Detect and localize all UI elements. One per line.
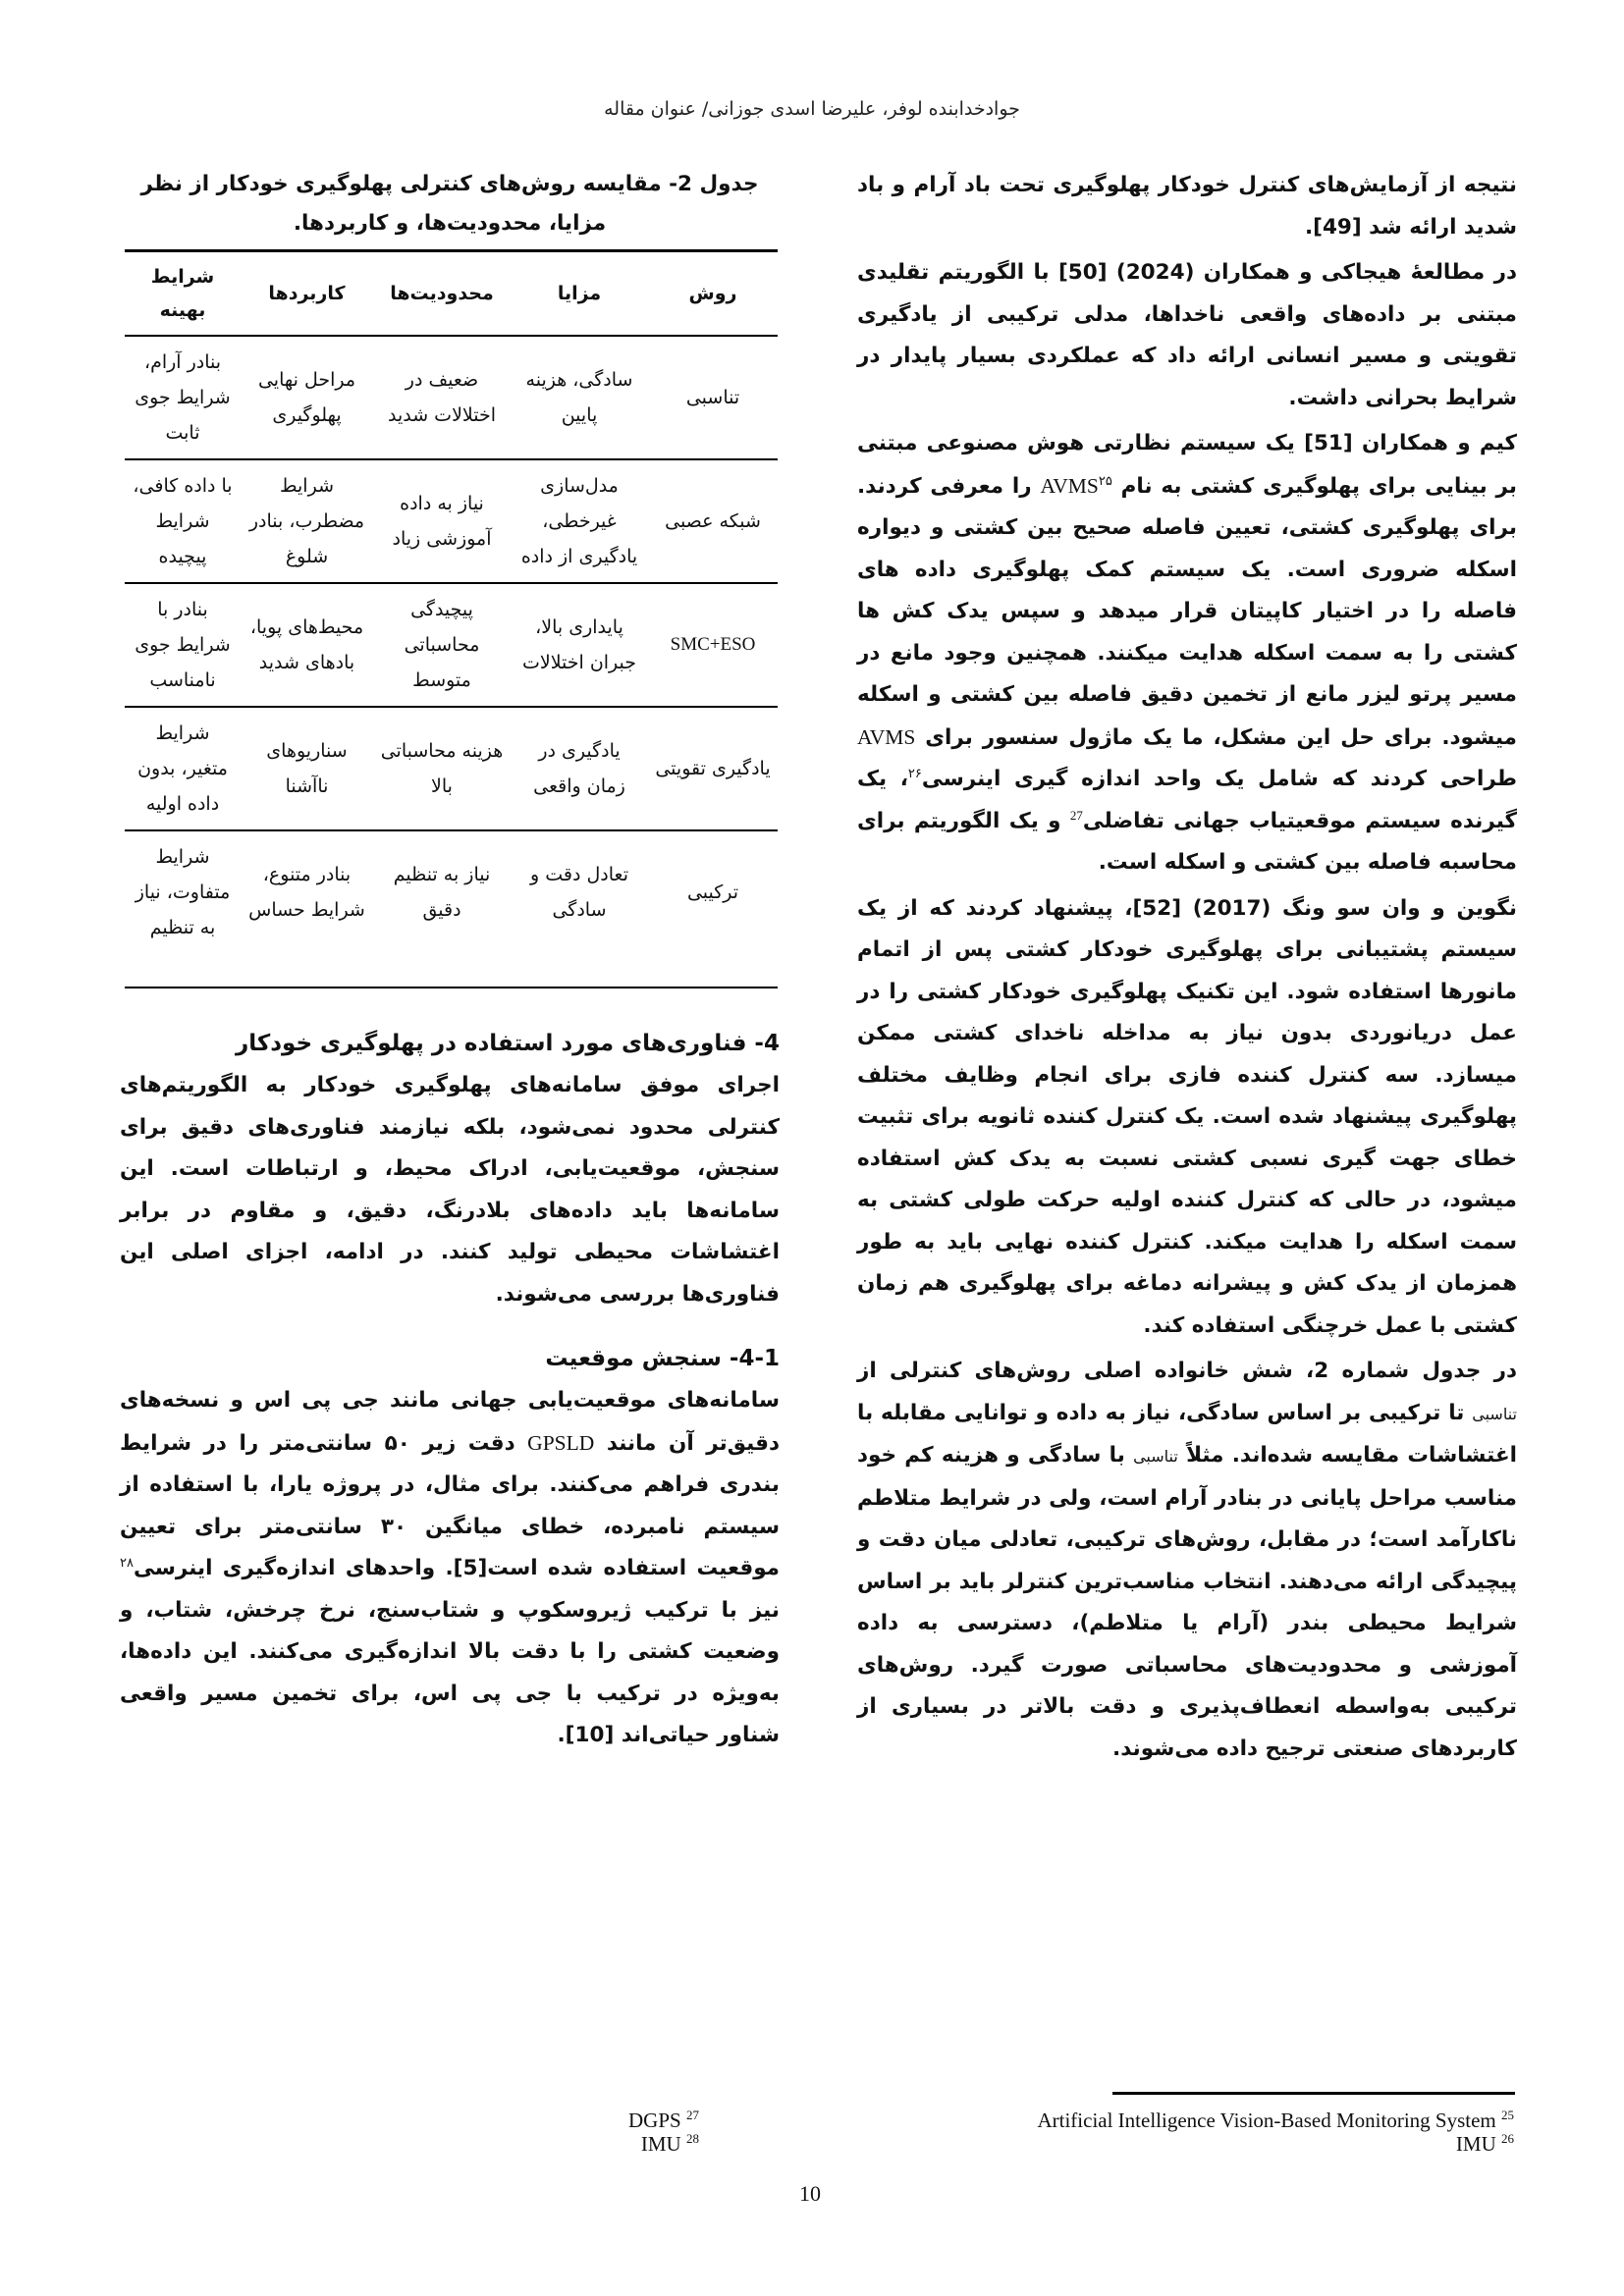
table-row <box>125 459 778 583</box>
cell-applications: مراحل نهایی پهلوگیری <box>241 336 373 459</box>
cell-advantages: یادگیری در زمان واقعی <box>511 707 648 830</box>
header-method: روش <box>648 251 778 337</box>
table-row <box>125 336 778 459</box>
text: در جدول شماره 2، شش خانواده اصلی روش‌های کنترلی از <box>857 1359 1517 1383</box>
footnote-text: IMU <box>1455 2132 1496 2156</box>
cell-method: تناسبی <box>648 336 778 459</box>
text: تا ترکیبی بر اساس سادگی، نیاز به داده و توانایی مقابله با اغتشاشات مقایسه شده‌اند. مثلاً <box>857 1400 1517 1468</box>
footnote-text: DGPS <box>628 2109 681 2132</box>
header-applications: کاربردها <box>241 251 373 337</box>
right-column <box>857 165 1517 1770</box>
cell-limitations: هزینه محاسباتی بالا <box>373 707 511 830</box>
text: را معرفی کردند. برای پهلوگیری کشتی، تعیین فاصله صحیح بین کشتی و دیواره اسکله ضروری است. یک سیستم کمک پهلوگیری داده های فاصله را در اختیار کاپیتان قرار میدهد و سپس یدک کش ها کشتی را به سمت اسکله هدایت میکنند. همچنین وجود مانع در مسیر پرتو لیزر مانع از تخمین دقیق فاصله بین کشتی و اسکله میشود. برای حل این مشکل، ما یک ماژول سنسور برای <box>857 473 1517 750</box>
acronym-gpsld: GPSLD <box>527 1430 595 1455</box>
subsection-heading-4-1: 4-1- سنجش موقعیت <box>545 1346 780 1371</box>
acronym-avms: AVMS <box>1040 473 1099 498</box>
text: طراحی کردند که شامل یک واحد اندازه گیری اینرسی <box>921 767 1517 791</box>
paragraph: در مطالعهٔ هیجاکی و همکاران (2024) [50] با الگوریتم تقلیدی مبتنی بر داده‌های واقعی ناخداها، مدلی ترکیبی از یادگیری تقویتی و مسیر انسانی ارائه داد که عملکردی بسیار پایدار در شرایط بحرانی داشت. <box>857 260 1518 410</box>
footnote-number: 25 <box>1501 2108 1514 2122</box>
cell-method: SMC+ESO <box>648 583 778 707</box>
text: دقت زیر ۵۰ سانتی‌متر را در شرایط بندری فراهم می‌کنند. برای مثال، در پروژه یارا، با استفاده از سیستم نامبرده، خطای میانگین ۳۰ سانتی‌متر برای تعیین موقعیت استفاده شده است[5]. واحدهای اندازه‌گیری اینرسی <box>120 1430 780 1580</box>
cell-optimal-conditions: با داده کافی، شرایط پیچیده <box>125 459 241 583</box>
cell-applications: سناریوهای ناآشنا <box>241 707 373 830</box>
running-header: جوادخدابنده لوفر، علیرضا اسدی جوزانی/ عنوان مقاله <box>604 98 1020 120</box>
paragraph-positioning <box>120 1380 780 1757</box>
cell-limitations: نیاز به داده آموزشی زیاد <box>373 459 511 583</box>
cell-limitations: ضعیف در اختلالات شدید <box>373 336 511 459</box>
table-header-row <box>125 251 778 337</box>
footnote-separator <box>1112 2092 1515 2095</box>
text: و یک الگوریتم برای محاسبه فاصله بین کشتی و اسکله است. <box>857 808 1517 875</box>
footnote-text: Artificial Intelligence Vision-Based Monitoring System <box>1037 2109 1496 2132</box>
text: نیز با ترکیب ژیروسکوپ و شتاب‌سنج، نرخ چرخش، شتاب، و وضعیت کشتی را با دقت بالا اندازه‌گیری می‌کنند. این داده‌ها، به‌ویژه در ترکیب با جی پی اس، برای تخمین مسیر واقعی شناور حیاتی‌اند [10]. <box>120 1597 780 1747</box>
cell-optimal-conditions: شرایط متغیر، بدون داده اولیه <box>125 707 241 830</box>
text: با سادگی و هزینه کم خود مناسب مراحل پایانی در بنادر آرام است، ولی در شرایط متلاطم ناکارآمد است؛ در مقابل، روش‌های ترکیبی، تعادلی میان دقت و پیچیدگی ارائه می‌دهند. انتخاب مناسب‌ترین کنترلر باید بر اساس شرایط محیطی بندر (آرام یا متلاطم)، دسترسی به داده آموزشی و محدودیت‌های محاسباتی صورت گیرد. روش‌های ترکیبی به‌واسطه انعطاف‌پذیری و دقت بالاتر در بسیاری از کاربردهای صنعتی ترجیح داده می‌شوند. <box>857 1443 1517 1761</box>
cell-optimal-conditions: بنادر آرام، شرایط جوی ثابت <box>125 336 241 459</box>
text-small: تناسبی <box>1472 1404 1517 1423</box>
cell-limitations: نیاز به تنظیم دقیق <box>373 830 511 988</box>
comparison-table <box>125 249 778 988</box>
cell-advantages: سادگی، هزینه پایین <box>511 336 648 459</box>
cell-method: ترکیبی <box>648 830 778 988</box>
footnotes-right <box>1037 2109 1514 2156</box>
left-column <box>120 165 780 1757</box>
cell-optimal-conditions: شرایط متفاوت، نیاز به تنظیم <box>125 830 241 988</box>
table-caption: جدول 2- مقایسه روش‌های کنترلی پهلوگیری خودکار از نظر مزایا، محدودیت‌ها، و کاربردها. <box>140 172 759 236</box>
table-row <box>125 583 778 707</box>
cell-method: یادگیری تقویتی <box>648 707 778 830</box>
text: ، یک گیرنده سیستم موقعیتیاب جهانی تفاضلی <box>857 767 1517 833</box>
paragraph: اجرای موفق سامانه‌های پهلوگیری خودکار به الگوریتم‌های کنترلی محدود نمی‌شود، بلکه نیازمند فناوری‌های دقیق برای سنجش، موقعیت‌یابی، ادراک محیط، و ارتباطات است. این سامانه‌ها باید داده‌های بلادرنگ، دقیق، و مقاوم در برابر اغتشاشات محیطی تولید کنند. در ادامه، اجزای اصلی این فناوری‌ها بررسی می‌شوند. <box>120 1073 780 1307</box>
paragraph-table-discussion <box>857 1351 1517 1770</box>
footnote-number: 28 <box>685 2131 699 2146</box>
paragraph-avms <box>857 423 1517 884</box>
footnote-28 <box>628 2132 699 2156</box>
cell-limitations: پیچیدگی محاسباتی متوسط <box>373 583 511 707</box>
footnote-ref-25[interactable]: ۲۵ <box>1098 472 1112 488</box>
cell-advantages: تعادل دقت و سادگی <box>511 830 648 988</box>
footnote-text: IMU <box>640 2132 681 2156</box>
page-number: 10 <box>799 2181 821 2206</box>
acronym-avms: AVMS <box>857 724 916 749</box>
footnotes-left <box>628 2109 699 2156</box>
text: سامانه‌های موقعیت‌یابی جهانی مانند جی پی اس و نسخه‌های دقیق‌تر آن مانند <box>120 1388 780 1456</box>
footnote-number: 27 <box>685 2108 699 2122</box>
footnote-ref-26[interactable]: ۲۶ <box>907 765 922 780</box>
cell-applications: بنادر متنوع، شرایط حساس <box>241 830 373 988</box>
table-row <box>125 830 778 988</box>
header-advantages: مزایا <box>511 251 648 337</box>
footnote-27 <box>628 2109 699 2132</box>
header-limitations: محدودیت‌ها <box>373 251 511 337</box>
text-small: تناسبی <box>1133 1447 1178 1466</box>
header-optimal-conditions: شرایط بهینه <box>125 251 241 337</box>
section-heading-4: 4- فناوری‌های مورد استفاده در پهلوگیری خودکار <box>235 1031 780 1056</box>
cell-applications: محیط‌های پویا، بادهای شدید <box>241 583 373 707</box>
footnote-ref-27[interactable]: 27 <box>1069 807 1083 823</box>
cell-method: شبکه عصبی <box>648 459 778 583</box>
footnote-26 <box>1037 2132 1514 2156</box>
cell-applications: شرایط مضطرب، بنادر شلوغ <box>241 459 373 583</box>
footnote-ref-28[interactable]: ۲۸ <box>120 1554 134 1570</box>
paragraph: نگوین و وان سو ونگ (2017) [52]، پیشنهاد کردند که از یک سیستم پشتیبانی برای پهلوگیری خودکار کشتی پس از اتمام مانورها استفاده شود. این تکنیک پهلوگیری خودکار کشتی را در عمل دریانوردی بدون نیاز به مداخله ناخدای کشتی ممکن میسازد. سه کنترل کننده فازی برای انجام وظایف مختلف پهلوگیری پیشنهاد شده است. یک کنترل کننده ثانویه برای تثبیت خطای جهت گیری نسبی کشتی نسبت به یدک کش استفاده میشود، در حالی که کنترل کننده اولیه حرکت طولی کشتی به سمت اسکله را هدایت میکند. کنترل کننده نهایی باید به طور همزمان از یدک کش و پیشرانه دماغه برای پهلوگیری هم زمان کشتی با عمل خرچنگی استفاده کند. <box>857 895 1517 1338</box>
cell-advantages: مدل‌سازی غیرخطی، یادگیری از داده <box>511 459 648 583</box>
cell-advantages: پایداری بالا، جبران اختلالات <box>511 583 648 707</box>
footnote-25 <box>1037 2109 1514 2132</box>
table-row <box>125 707 778 830</box>
paragraph: نتیجه از آزمایش‌های کنترل خودکار پهلوگیری تحت باد آرام و باد شدید ارائه شد [49]. <box>857 173 1517 240</box>
cell-optimal-conditions: بنادر با شرایط جوی نامناسب <box>125 583 241 707</box>
text: کیم و همکاران [51] یک سیستم نظارتی هوش مصنوعی مبتنی بر بینایی برای پهلوگیری کشتی به نام <box>857 431 1518 499</box>
footnote-number: 26 <box>1501 2131 1514 2146</box>
